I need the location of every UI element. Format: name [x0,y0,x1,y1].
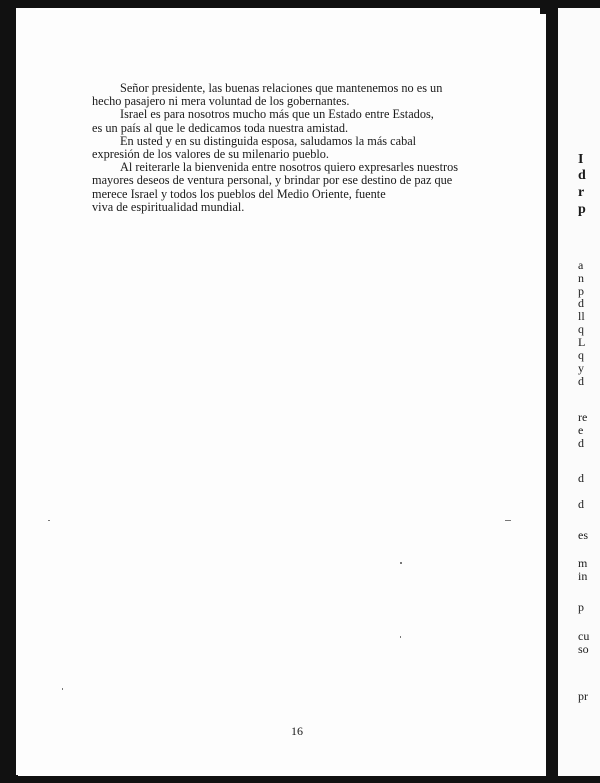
facing-fragment: p [578,284,584,298]
text-line: En usted y en su distinguida esposa, saludamos la más cabal [120,133,417,148]
facing-fragment: e [578,423,584,437]
facing-fragment: es [578,528,588,542]
facing-fragment: q [578,322,584,336]
facing-fragment: d [578,436,584,450]
facing-fragment: cu [578,629,590,643]
text-line: hecho pasajero ni mera voluntad de los gobernantes. [92,94,350,109]
facing-fragment: q [578,348,584,362]
facing-fragment: p [578,202,586,217]
facing-fragment: n [578,271,584,285]
scan-bottom-border [0,776,600,783]
scan-speck [505,520,511,521]
scan-speck [400,636,401,638]
text-line: Israel es para nosotros mucho más que un Estado entre Estados, [120,107,434,122]
facing-fragment: d [578,168,586,183]
facing-fragment: ll [578,309,585,323]
text-line: Al reiterarle la bienvenida entre nosotros quiero expresarles nuestros [120,160,459,175]
page-number: 16 [291,724,303,738]
facing-fragment: m [578,556,588,570]
scan-top-border [0,0,600,8]
page-corner [16,8,36,18]
facing-page [558,8,600,776]
scan-speck [48,520,50,521]
text-line: mayores deseos de ventura personal, y brindar por ese destino de paz que [92,173,453,188]
facing-fragment: in [578,569,588,583]
facing-fragment: so [578,642,589,656]
facing-fragment: a [578,258,584,272]
facing-fragment: re [578,410,588,424]
facing-fragment: I [578,152,584,167]
facing-fragment: d [578,374,584,388]
scan-speck [62,688,63,690]
facing-fragment: y [578,361,584,375]
text-line: expresión de los valores de su milenario pueblo. [92,147,329,162]
facing-fragment: p [578,600,584,614]
facing-fragment: L [578,335,586,349]
text-line: es un país al que le dedicamos toda nuestra amistad. [92,120,349,135]
facing-fragment: pr [578,689,588,703]
scan-speck [400,562,402,564]
text-line: viva de espiritualidad mundial. [92,199,245,214]
facing-fragment: r [578,185,585,200]
facing-fragment: d [578,471,584,485]
facing-fragment: d [578,497,584,511]
text-line: merece Israel y todos los pueblos del Medio Oriente, fuente [92,186,386,201]
book-spine [546,0,558,783]
text-line: Señor presidente, las buenas relaciones que mantenemos no es un [120,81,443,95]
facing-fragment: d [578,296,584,310]
speech-text [92,82,532,214]
